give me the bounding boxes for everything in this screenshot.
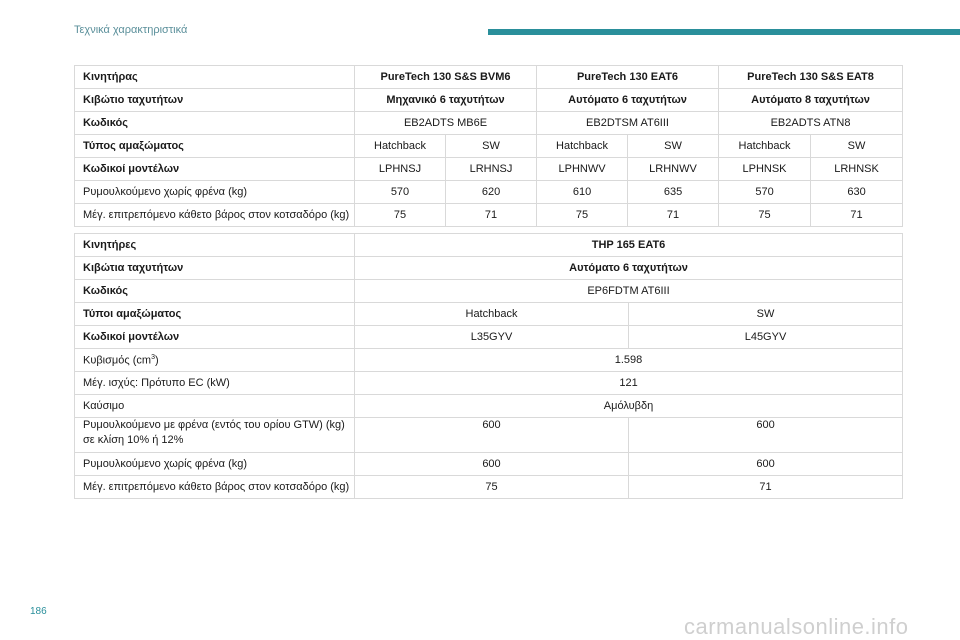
table-cell: PureTech 130 S&S EAT8	[719, 66, 903, 89]
row-label: Κωδικοί μοντέλων	[75, 158, 355, 181]
table-cell: 610	[537, 181, 628, 204]
page-section-title: Τεχνικά χαρακτηριστικά	[74, 24, 188, 36]
table-cell: 71	[446, 204, 537, 227]
table-cell: 600	[629, 453, 903, 476]
table-row	[75, 135, 903, 158]
table-cell: SW	[811, 135, 903, 158]
label-text: Κυβισμός (cm	[83, 354, 152, 367]
table-cell: Hatchback	[719, 135, 811, 158]
header-accent-bar	[488, 29, 960, 35]
table-row	[75, 372, 903, 395]
table-row	[75, 112, 903, 135]
row-label: Κωδικός	[75, 112, 355, 135]
table-cell: EB2DTSM AT6III	[537, 112, 719, 135]
spec-table-thp	[74, 233, 903, 499]
table-cell: LPHNSJ	[355, 158, 446, 181]
table-row	[75, 418, 903, 453]
table-cell: SW	[629, 303, 903, 326]
label-line-2: σε κλίση 10% ή 12%	[83, 434, 184, 446]
table-row	[75, 257, 903, 280]
row-label: Κινητήρες	[75, 234, 355, 257]
table-cell: 635	[628, 181, 719, 204]
table-row	[75, 66, 903, 89]
table-cell: 75	[355, 476, 629, 499]
table-cell: 570	[355, 181, 446, 204]
table-row	[75, 349, 903, 372]
table-row	[75, 395, 903, 418]
table-row	[75, 204, 903, 227]
table-cell: 600	[355, 418, 629, 453]
table-cell: L35GYV	[355, 326, 629, 349]
row-label: Ρυμουλκούμενο χωρίς φρένα (kg)	[75, 181, 355, 204]
table-cell: 71	[629, 476, 903, 499]
table-cell: 570	[719, 181, 811, 204]
table-cell: SW	[628, 135, 719, 158]
table-cell: Αμόλυβδη	[355, 395, 903, 418]
row-label: Τύπος αμαξώματος	[75, 135, 355, 158]
table-cell: LRHNSK	[811, 158, 903, 181]
row-label: Κινητήρας	[75, 66, 355, 89]
page-number: 186	[30, 606, 47, 617]
table-cell: 620	[446, 181, 537, 204]
table-cell: Hatchback	[355, 303, 629, 326]
table-cell: 1.598	[355, 349, 903, 372]
row-label	[75, 349, 355, 372]
table-cell: 71	[628, 204, 719, 227]
table-cell: L45GYV	[629, 326, 903, 349]
table-cell: Αυτόματο 8 ταχυτήτων	[719, 89, 903, 112]
table-row	[75, 89, 903, 112]
table-cell: LPHNWV	[537, 158, 628, 181]
table-cell: LRHNWV	[628, 158, 719, 181]
label-text-end: )	[154, 354, 159, 367]
table-cell: EP6FDTM AT6III	[355, 280, 903, 303]
table-cell: LRHNSJ	[446, 158, 537, 181]
row-label: Κωδικός	[75, 280, 355, 303]
table-row	[75, 234, 903, 257]
table-row	[75, 181, 903, 204]
table-cell: Αυτόματο 6 ταχυτήτων	[355, 257, 903, 280]
table-cell: Αυτόματο 6 ταχυτήτων	[537, 89, 719, 112]
table-cell: 75	[355, 204, 446, 227]
row-label: Μέγ. επιτρεπόμενο κάθετο βάρος στον κοτσαδόρο (kg)	[75, 476, 355, 499]
table-cell: Hatchback	[537, 135, 628, 158]
table-cell: PureTech 130 EAT6	[537, 66, 719, 89]
table-cell: THP 165 EAT6	[355, 234, 903, 257]
table-cell: 71	[811, 204, 903, 227]
table-cell: 121	[355, 372, 903, 395]
table-row	[75, 158, 903, 181]
table-cell: PureTech 130 S&S BVM6	[355, 66, 537, 89]
row-label: Μέγ. ισχύς: Πρότυπο EC (kW)	[75, 372, 355, 395]
table-row	[75, 303, 903, 326]
watermark: carmanualsonline.info	[684, 614, 909, 639]
row-label: Τύποι αμαξώματος	[75, 303, 355, 326]
table-cell: LPHNSK	[719, 158, 811, 181]
table-cell: EB2ADTS MB6E	[355, 112, 537, 135]
row-label: Μέγ. επιτρεπόμενο κάθετο βάρος στον κοτσαδόρο (kg)	[75, 204, 355, 227]
table-row	[75, 280, 903, 303]
row-label: Καύσιμο	[75, 395, 355, 418]
table-row	[75, 453, 903, 476]
label-line-1: Ρυμουλκούμενο με φρένα (εντός του ορίου GTW) (kg)	[83, 419, 345, 431]
table-cell: Μηχανικό 6 ταχυτήτων	[355, 89, 537, 112]
row-label: Ρυμουλκούμενο χωρίς φρένα (kg)	[75, 453, 355, 476]
table-cell: 600	[629, 418, 903, 453]
superscript: 3	[151, 353, 155, 361]
spec-table-puretech	[74, 65, 903, 227]
table-cell: 75	[719, 204, 811, 227]
table-cell: EB2ADTS ATN8	[719, 112, 903, 135]
table-row	[75, 326, 903, 349]
row-label	[75, 418, 355, 453]
row-label: Κιβώτιο ταχυτήτων	[75, 89, 355, 112]
table-cell: Hatchback	[355, 135, 446, 158]
table-cell: 630	[811, 181, 903, 204]
table-cell: 75	[537, 204, 628, 227]
row-label: Κωδικοί μοντέλων	[75, 326, 355, 349]
table-cell: 600	[355, 453, 629, 476]
row-label: Κιβώτια ταχυτήτων	[75, 257, 355, 280]
table-row	[75, 476, 903, 499]
table-cell: SW	[446, 135, 537, 158]
